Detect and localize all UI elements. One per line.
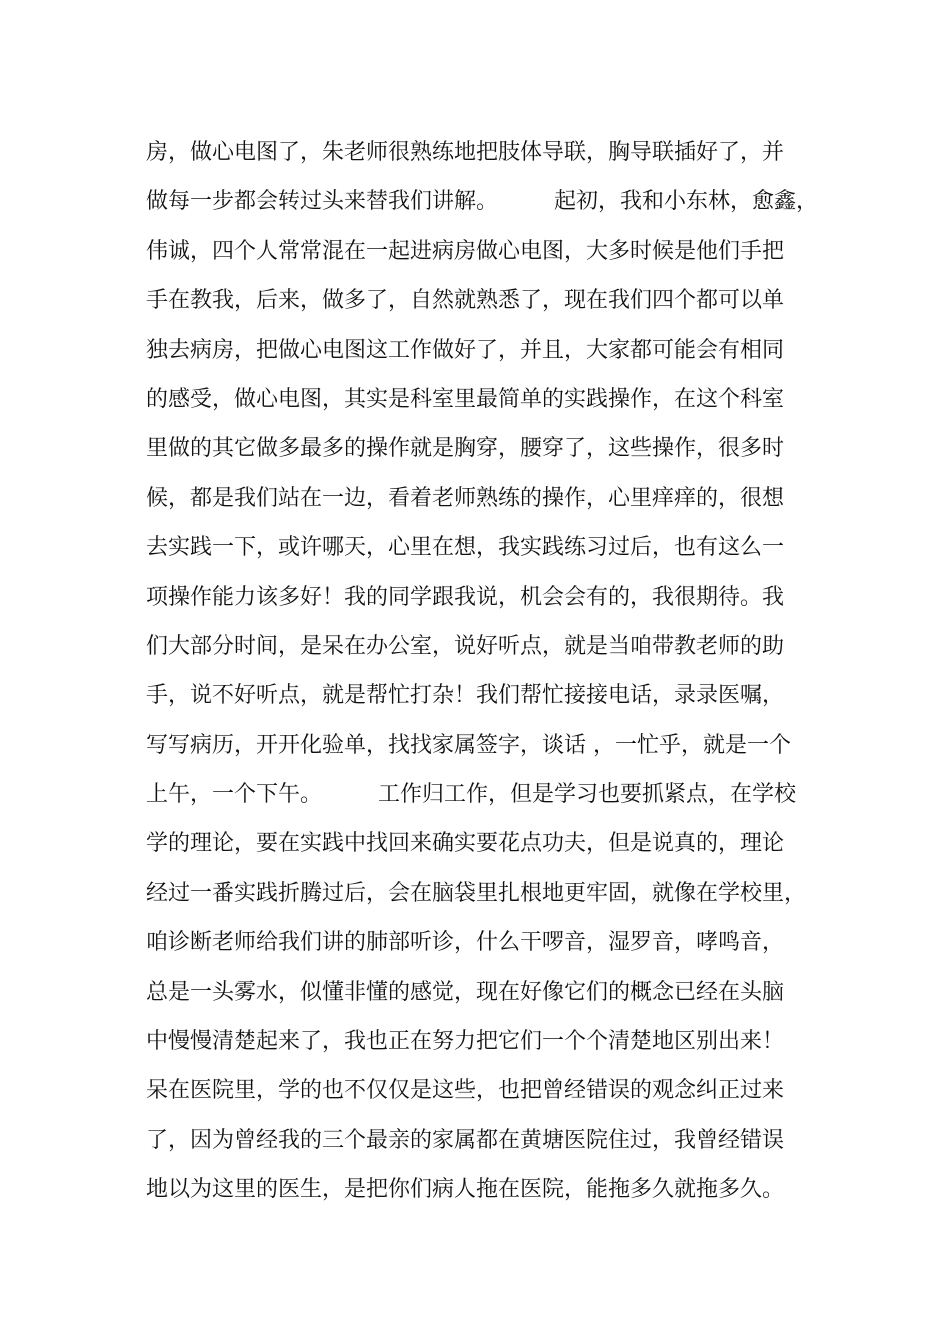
text-line: 学的理论，要在实践中找回来确实要花点功夫，但是说真的，理论 — [146, 831, 785, 857]
text-line: 们大部分时间，是呆在办公室，说好听点，就是当咱带教老师的助 — [146, 633, 785, 659]
text-line: 手在教我，后来，做多了，自然就熟悉了，现在我们四个都可以单 — [146, 288, 785, 314]
text-line: 去实践一下，或许哪天，心里在想，我实践练习过后，也有这么一 — [146, 535, 785, 561]
text-line: 经过一番实践折腾过后，会在脑袋里扎根地更牢固，就像在学校里， — [146, 880, 807, 906]
text-line: 手，说不好听点，就是帮忙打杂！我们帮忙接接电话，录录医嘱， — [146, 683, 785, 709]
text-line: 中慢慢清楚起来了，我也正在努力把它们一个个清楚地区别出来！ — [146, 1029, 785, 1055]
text-line: 房，做心电图了，朱老师很熟练地把肢体导联，胸导联插好了，并 — [146, 140, 785, 165]
text-line: 伟诚，四个人常常混在一起进病房做心电图，大多时候是他们手把 — [146, 238, 785, 264]
text-line: 上午，一个下午。 工作归工作，但是学习也要抓紧点，在学校 — [146, 782, 796, 808]
text-line: 的感受，做心电图，其实是科室里最简单的实践操作，在这个科室 — [146, 386, 785, 412]
body-text — [146, 128, 836, 1215]
text-line: 了，因为曾经我的三个最亲的家属都在黄塘医院住过，我曾经错误 — [146, 1127, 785, 1153]
text-line: 呆在医院里，学的也不仅仅是这些，也把曾经错误的观念纠正过来 — [146, 1078, 785, 1104]
text-line: 做每一步都会转过头来替我们讲解。 起初，我和小东林，愈鑫， — [146, 189, 818, 215]
text-line: 项操作能力该多好！我的同学跟我说，机会会有的，我很期待。我 — [146, 584, 785, 610]
text-line: 地以为这里的医生，是把你们病人拖在医院，能拖多久就拖多久。 — [146, 1177, 785, 1203]
text-line: 独去病房，把做心电图这工作做好了，并且，大家都可能会有相同 — [146, 337, 785, 363]
text-line: 总是一头雾水，似懂非懂的感觉，现在好像它们的概念已经在头脑 — [146, 979, 785, 1005]
text-line: 候，都是我们站在一边，看着老师熟练的操作，心里痒痒的，很想 — [146, 485, 785, 511]
text-line: 咱诊断老师给我们讲的肺部听诊，什么干啰音，湿罗音，哮鸣音， — [146, 930, 785, 956]
text-line: 写写病历，开开化验单，找找家属签字，谈话 ，一忙乎，就是一个 — [146, 732, 791, 758]
text-line: 里做的其它做多最多的操作就是胸穿，腰穿了，这些操作，很多时 — [146, 436, 785, 462]
